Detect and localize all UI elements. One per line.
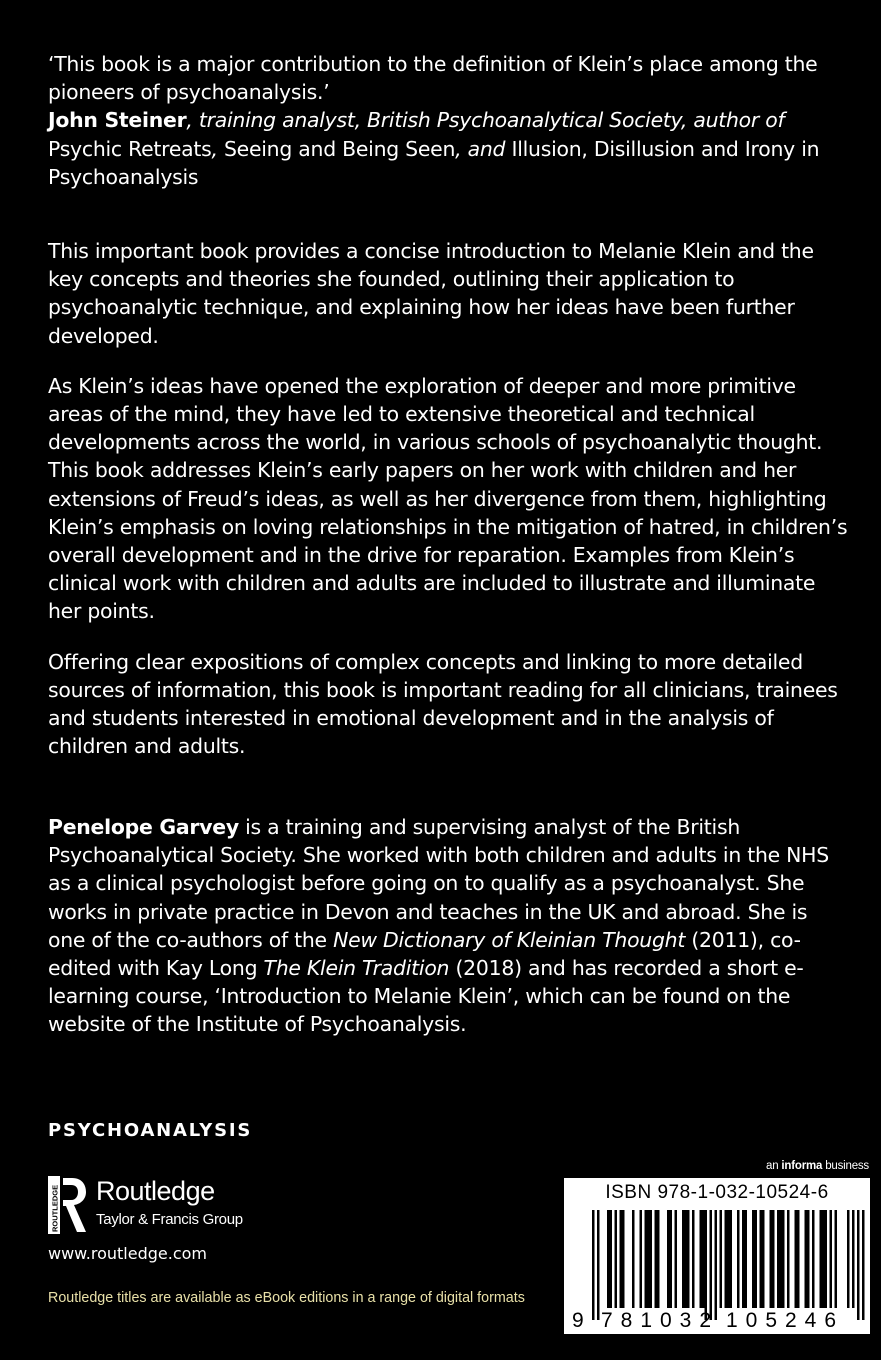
barcode-bar: [852, 1210, 855, 1308]
barcode-bar: [645, 1210, 648, 1308]
barcode-bar: [805, 1210, 808, 1308]
barcode-bar: [692, 1210, 695, 1308]
barcode-digits-left: 781032: [601, 1309, 711, 1332]
barcode-bar: [762, 1210, 765, 1308]
barcode-bar: [807, 1210, 810, 1308]
barcode-bar: [797, 1210, 800, 1308]
routledge-logo: [48, 1176, 308, 1236]
barcode-bar: [682, 1210, 685, 1308]
informa-brand: informa: [781, 1160, 823, 1172]
barcode-bar: [592, 1210, 595, 1320]
barcode-bar: [675, 1210, 678, 1308]
barcode-bar: [700, 1210, 703, 1308]
barcode-bar: [745, 1210, 748, 1308]
barcode-bar: [667, 1210, 670, 1308]
isbn-label: ISBN 978-1-032-10524-6: [605, 1182, 829, 1203]
barcode-bar: [787, 1210, 790, 1308]
quote-text: ‘This book is a major contribution to the definition of Klein’s place among the pioneers of psychoanalysis.’: [48, 52, 818, 105]
author-name: Penelope Garvey: [48, 815, 239, 839]
barcode-graphic: [564, 1178, 870, 1334]
barcode-bar: [640, 1210, 643, 1308]
quote-book-title: Illusion, Disillusion and Irony in Psychoanalysis: [48, 136, 820, 189]
barcode-bar: [830, 1210, 833, 1308]
ebook-availability-note: Routledge titles are available as eBook editions in a range of digital formats: [48, 1290, 525, 1306]
barcode-bar: [725, 1210, 728, 1308]
quote-book-title: Psychic Retreats: [48, 136, 212, 161]
barcode-bar: [647, 1210, 650, 1308]
barcode-bar: [720, 1210, 723, 1308]
routledge-r-icon: [48, 1176, 88, 1234]
publisher-website[interactable]: www.routledge.com: [48, 1244, 208, 1263]
barcode-bar: [670, 1210, 673, 1308]
barcode-bar: [715, 1210, 718, 1320]
barcode-bar: [705, 1210, 708, 1320]
barcode-bar: [615, 1210, 618, 1308]
svg-text:ROUTLEDGE: ROUTLEDGE: [50, 1184, 60, 1232]
barcode-bar: [710, 1210, 713, 1320]
barcode-bar: [777, 1210, 780, 1308]
informa-business-tag: an informa business: [766, 1160, 869, 1172]
barcode-bar: [650, 1210, 653, 1308]
quote-book-title: Seeing and Being Seen: [223, 136, 456, 161]
barcode-bar: [760, 1210, 763, 1308]
barcode-bar: [607, 1210, 610, 1308]
barcode-bar: [820, 1210, 823, 1308]
barcode-bar: [657, 1210, 660, 1308]
description-paragraph: As Klein’s ideas have opened the exploration of deeper and more primitive areas of the mind, they have led to extensive theoretical and technical developments across the world, in various schools of psychoanalytic thought. This book addresses Klein’s early papers on her work with children and her extensions of Freud’s ideas, as well as her divergence from them, highlighting Klein’s emphasis on loving relationships in the mitigation of hatred, in children’s overall development and in the drive for reparation. Examples from Klein’s clinical work with children and adults are included to illustrate and illuminate her points.: [48, 373, 848, 624]
barcode-bar: [632, 1210, 635, 1308]
publisher-name: Routledge: [96, 1176, 215, 1206]
barcode-bar: [847, 1210, 850, 1308]
barcode-bar: [825, 1210, 828, 1308]
barcode-bar: [770, 1210, 773, 1308]
barcode-bar: [835, 1210, 838, 1308]
barcode-bar: [755, 1210, 758, 1308]
barcode-bar: [862, 1210, 865, 1320]
barcode-bar: [822, 1210, 825, 1308]
barcode-bar: [620, 1210, 623, 1308]
bio-book-title: The Klein Tradition: [263, 956, 450, 981]
barcode-bar: [655, 1210, 658, 1308]
endorsement-quote: ‘This book is a major contribution to the definition of Klein’s place among the pioneers of psychoanalysis.’ John Steiner, training analyst, British Psychoanalytical Society, author of Psychic Retreats, Seeing and Being Seen, and Illusion, Disillusion and Irony in Psychoanalysis: [48, 52, 820, 189]
barcode-bar: [742, 1210, 745, 1308]
barcode-bar: [772, 1210, 775, 1308]
barcode-bar: [727, 1210, 730, 1308]
barcode-bar: [857, 1210, 860, 1320]
quote-author: John Steiner: [48, 108, 187, 133]
author-bio: Penelope Garvey is a training and supervising analyst of the British Psychoanalytical Society. She worked with both children and adults in the NHS as a clinical psychologist before going on to qualify as a psychoanalyst. She works in private practice in Devon and teaches in the UK and abroad. She is one of the co-authors of the New Dictionary of Kleinian Thought (2011), co-edited with Kay Long The Klein Tradition (2018) and has recorded a short e-learning course, ‘Introduction to Melanie Klein’, which can be found on the website of the Institute of Psychoanalysis.: [48, 815, 829, 1037]
barcode-bar: [782, 1210, 785, 1308]
bio-book-title: New Dictionary of Kleinian Thought: [333, 927, 686, 952]
barcode-bar: [812, 1210, 815, 1308]
barcode-bar: [795, 1210, 798, 1308]
barcode-bar: [730, 1210, 733, 1308]
quote-author-role: , training analyst, British Psychoanalytical Society, author of: [186, 108, 785, 133]
description-paragraph: This important book provides a concise introduction to Melanie Klein and the key concepts and theories she founded, outlining their application to psychoanalytic technique, and explaining how her ideas have been further developed.: [48, 239, 814, 348]
barcode-bar: [752, 1210, 755, 1308]
barcode-digits-right: 105246: [726, 1309, 836, 1332]
barcode-bar: [597, 1210, 600, 1320]
subject-category: PSYCHOANALYSIS: [48, 1120, 253, 1141]
publisher-group: Taylor & Francis Group: [96, 1211, 243, 1228]
book-description: [48, 237, 848, 782]
barcode-bar: [622, 1210, 625, 1308]
barcode-bar: [737, 1210, 740, 1308]
barcode-bar: [610, 1210, 613, 1308]
barcode-bar: [780, 1210, 783, 1308]
barcode-bar: [702, 1210, 705, 1308]
barcode-bar: [687, 1210, 690, 1308]
barcode-bar: [685, 1210, 688, 1308]
description-paragraph: Offering clear expositions of complex concepts and linking to more detailed sources of information, this book is important reading for all clinicians, trainees and students interested in emotional development and in the analysis of children and adults.: [48, 649, 838, 759]
isbn-barcode: [564, 1178, 870, 1334]
barcode-digit-first: 9: [572, 1309, 584, 1332]
